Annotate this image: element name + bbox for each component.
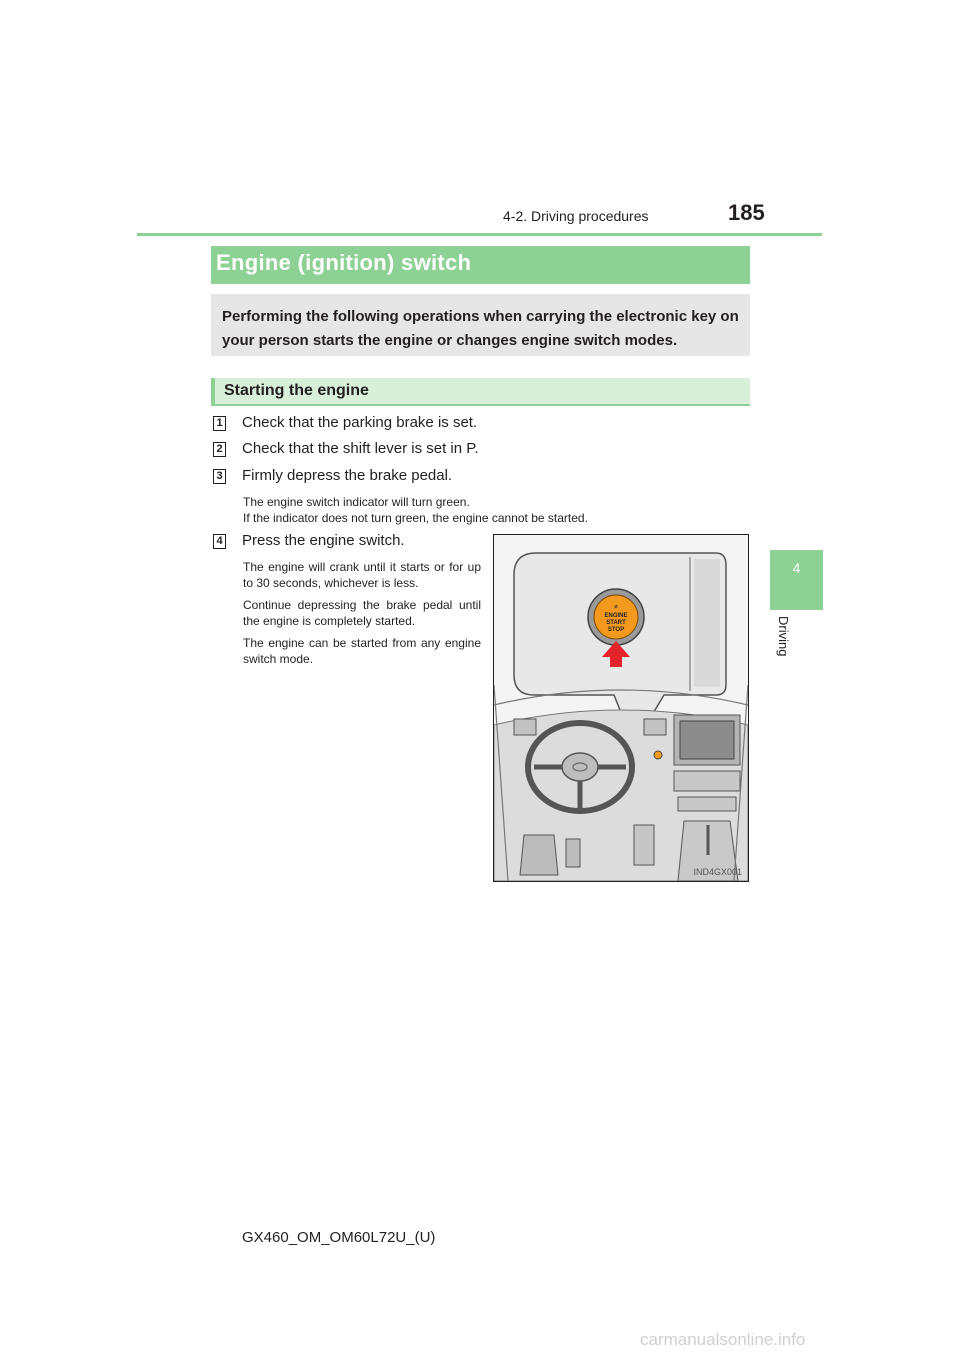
step-number: 4: [213, 534, 226, 549]
step-note: If the indicator does not turn green, the engine cannot be started.: [243, 511, 588, 525]
button-line: STOP: [607, 627, 625, 633]
intro-box: Performing the following operations when carrying the electronic key on your person starts the engine or changes engine switch modes.: [211, 294, 750, 356]
document-code-footer: GX460_OM_OM60L72U_(U): [242, 1229, 436, 1246]
chapter-tab-number: 4: [792, 560, 801, 576]
step-notes: [243, 559, 481, 673]
running-header-section: 4-2. Driving procedures: [503, 208, 649, 224]
section-title: Engine (ignition) switch: [216, 250, 472, 275]
step-number: 1: [213, 416, 226, 431]
step-note: The engine will crank until it starts or for up to 30 seconds, whichever is less.: [243, 560, 481, 590]
engine-switch-location-icon: [654, 751, 662, 759]
illustration-code: IND4GX001: [693, 867, 742, 877]
step-text: Check that the parking brake is set.: [242, 414, 478, 431]
dashboard-drawing: [494, 535, 748, 881]
subheading-accent: [211, 378, 215, 406]
button-line: ENGINE: [604, 613, 628, 619]
header-divider: [137, 233, 822, 236]
watermark: carmanualsonline.info: [640, 1330, 806, 1349]
svg-text:⌀: ⌀: [614, 604, 618, 610]
step-number: 2: [213, 442, 226, 457]
page-number: 185: [728, 200, 765, 225]
step-note: The engine switch indicator will turn green.: [243, 495, 470, 509]
engine-switch-illustration: [493, 534, 749, 882]
step-text: Press the engine switch.: [242, 532, 405, 549]
step-text: Check that the shift lever is set in P.: [242, 440, 479, 457]
step-text: Firmly depress the brake pedal.: [242, 467, 453, 484]
subheading-title: Starting the engine: [224, 382, 369, 399]
button-line: START: [606, 620, 626, 626]
step-note: Continue depressing the brake pedal until the engine is completely started.: [243, 598, 481, 628]
step-number: 3: [213, 469, 226, 484]
step-note: The engine can be started from any engine switch mode.: [243, 636, 481, 666]
chapter-tab-label: Driving: [776, 616, 791, 657]
chapter-tab: [770, 550, 823, 610]
